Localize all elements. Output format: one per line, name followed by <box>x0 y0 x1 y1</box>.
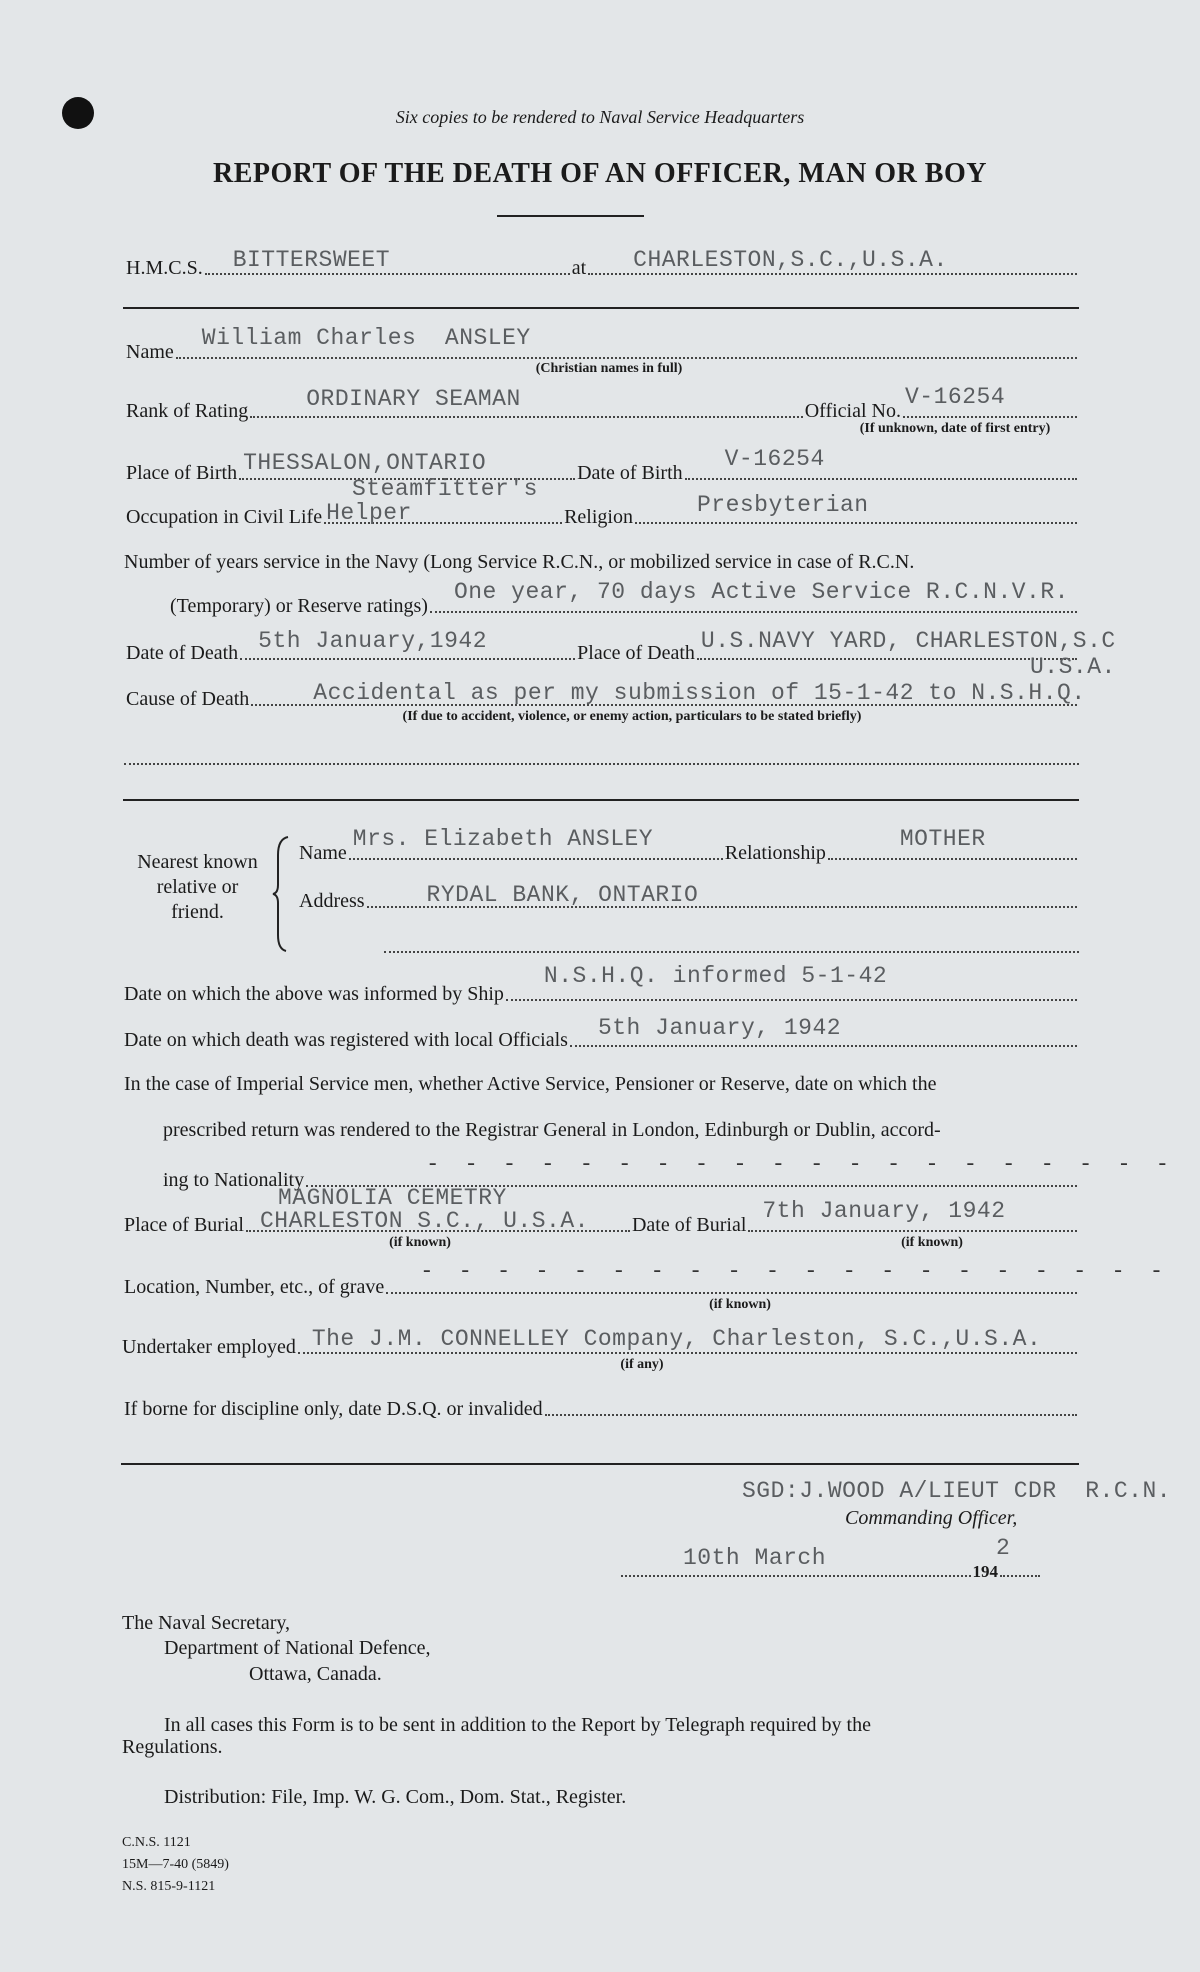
relationship-value: MOTHER <box>899 826 986 852</box>
birth-row <box>126 446 1079 485</box>
cause-of-death-label: Cause of Death <box>126 688 250 710</box>
name-label: Name <box>126 341 174 363</box>
address-extra-line[interactable] <box>384 951 1079 953</box>
place-of-death-label: Place of Death <box>577 642 695 664</box>
informed-label: Date on which the above was informed by Ship <box>124 983 504 1005</box>
date-of-birth-value: V-16254 <box>724 446 825 472</box>
religion-value: Presbyterian <box>696 492 869 518</box>
official-no-caption: (If unknown, date of first entry) <box>859 421 1051 436</box>
service-value: One year, 70 days Active Service R.C.N.V.R. <box>453 579 1069 605</box>
service-row <box>170 579 1079 618</box>
burial-place-field[interactable] <box>246 1208 630 1234</box>
registered-value: 5th January, 1942 <box>597 1015 842 1041</box>
name-field[interactable] <box>176 325 1077 359</box>
discipline-row <box>124 1391 1079 1421</box>
burial-date-label: Date of Burial <box>631 1214 747 1236</box>
signature-value: SGD:J.WOOD A/LIEUT CDR R.C.N. <box>742 1478 1172 1504</box>
rank-row <box>126 384 1079 423</box>
burial-place-value-line2: CHARLESTON S.C., U.S.A. <box>259 1208 589 1234</box>
cause-row <box>126 680 1086 711</box>
occupation-value-line1: Steamfitter's <box>352 476 538 502</box>
date-of-death-value: 5th January,1942 <box>258 628 488 654</box>
distribution-note: Distribution: File, Imp. W. G. Com., Dom. Stat., Register. <box>164 1786 627 1808</box>
relative-name-label: Name <box>299 842 347 864</box>
cause-of-death-field[interactable] <box>251 680 1086 706</box>
name-value: William Charles ANSLEY <box>201 325 531 351</box>
telegraph-note-line2: Regulations. <box>122 1736 223 1758</box>
occupation-row <box>126 492 1079 529</box>
burial-place-caption: (if known) <box>389 1235 451 1250</box>
relationship-field[interactable] <box>828 826 1077 860</box>
title-underline <box>497 215 644 217</box>
discipline-label: If borne for discipline only, date D.S.Q. or invalided <box>124 1398 543 1420</box>
address-value: RYDAL BANK, ONTARIO <box>426 882 699 908</box>
year-prefix: 194 <box>972 1562 998 1581</box>
relative-group-label-2: relative or <box>156 876 239 898</box>
grave-label: Location, Number, etc., of grave <box>124 1276 385 1298</box>
rank-field[interactable] <box>250 386 803 418</box>
place-of-death-field[interactable] <box>697 628 1116 660</box>
undertaker-caption: (if any) <box>620 1357 664 1372</box>
registered-row <box>124 1015 1079 1052</box>
undertaker-field[interactable] <box>298 1326 1077 1354</box>
date-of-birth-field[interactable] <box>685 446 1077 480</box>
imperial-line2: prescribed return was rendered to the Registrar General in London, Edinburgh or Dublin, accord- <box>163 1119 941 1141</box>
relative-group-label-3: friend. <box>171 901 224 923</box>
rank-value: ORDINARY SEAMAN <box>306 386 521 412</box>
place-of-death-value-line2: U.S.A. <box>1030 654 1116 680</box>
relationship-label: Relationship <box>724 842 826 864</box>
naval-secretary: The Naval Secretary, <box>122 1612 291 1634</box>
nationality-value: - - - - - - - - - - - - - - - - - - - - <box>426 1152 1175 1177</box>
relative-group-label <box>120 850 275 925</box>
grave-field[interactable] <box>386 1259 1170 1294</box>
signature-date-value: 10th March <box>683 1545 827 1571</box>
ship-label: H.M.C.S. <box>126 257 203 279</box>
commanding-officer-label: Commanding Officer, <box>845 1507 1018 1529</box>
service-label-line1: Number of years service in the Navy (Long Service R.C.N., or mobilized service in case of R.C.N. <box>124 551 915 573</box>
grave-value: - - - - - - - - - - - - - - - - - - - - <box>420 1259 1170 1284</box>
department: Department of National Defence, <box>164 1637 431 1659</box>
imperial-line3: ing to Nationality <box>163 1169 305 1191</box>
signature-date-field[interactable] <box>621 1545 971 1577</box>
relative-name-value: Mrs. Elizabeth ANSLEY <box>352 826 654 852</box>
official-no-field[interactable] <box>903 384 1077 418</box>
official-no-label: Official No. <box>804 400 901 422</box>
page-title: REPORT OF THE DEATH OF AN OFFICER, MAN OR BOY <box>213 158 987 189</box>
occupation-label: Occupation in Civil Life <box>126 506 323 528</box>
occupation-field[interactable] <box>324 500 562 526</box>
brace <box>272 835 292 953</box>
occupation-value-line2: Helper <box>326 500 412 526</box>
location-field[interactable] <box>588 247 1077 275</box>
ship-field[interactable] <box>205 247 570 275</box>
burial-date-caption: (if known) <box>901 1235 963 1250</box>
name-row <box>126 325 1079 364</box>
undertaker-value: The J.M. CONNELLEY Company, Charleston, S.C.,U.S.A. <box>311 1326 1042 1352</box>
cause-extra-line[interactable] <box>124 763 1079 765</box>
at-label: at <box>571 257 587 279</box>
place-of-death-value: U.S.NAVY YARD, CHARLESTON,S.C <box>700 628 1116 654</box>
imperial-line1: In the case of Imperial Service men, whether Active Service, Pensioner or Reserve, date on which the <box>124 1073 937 1095</box>
service-field[interactable] <box>430 579 1077 613</box>
ship-row <box>126 247 1079 280</box>
relative-name-field[interactable] <box>349 826 723 860</box>
informed-value: N.S.H.Q. informed 5-1-42 <box>543 963 888 989</box>
official-no-value: V-16254 <box>905 384 1006 410</box>
cause-of-death-value: Accidental as per my submission of 15-1-42 to N.S.H.Q. <box>313 680 1086 706</box>
city: Ottawa, Canada. <box>249 1663 382 1685</box>
address-label: Address <box>299 890 365 912</box>
informed-row <box>124 963 1079 1006</box>
ship-value: BITTERSWEET <box>232 247 391 273</box>
divider <box>121 1463 1079 1465</box>
rank-label: Rank of Rating <box>126 400 249 422</box>
registered-field[interactable] <box>570 1015 1077 1047</box>
year-field[interactable] <box>996 1535 1040 1577</box>
name-caption: (Christian names in full) <box>535 361 683 376</box>
grave-row <box>124 1259 1170 1299</box>
address-field[interactable] <box>367 882 1077 908</box>
service-label-line2: (Temporary) or Reserve ratings) <box>170 595 428 617</box>
date-of-birth-label: Date of Birth <box>577 462 683 484</box>
form-codes <box>122 1832 229 1898</box>
copies-note: Six copies to be rendered to Naval Service Headquarters <box>395 107 805 127</box>
death-row <box>126 628 1116 665</box>
registered-label: Date on which death was registered with local Officials <box>124 1029 568 1051</box>
telegraph-note-line1: In all cases this Form is to be sent in addition to the Report by Telegraph required by the <box>164 1714 871 1736</box>
burial-place-value-line1: MAGNOLIA CEMETRY <box>278 1185 507 1211</box>
burial-date-field[interactable] <box>748 1198 1077 1232</box>
form-code-2: 15M—7-40 (5849) <box>122 1857 229 1872</box>
form-code-3: N.S. 815-9-1121 <box>122 1879 216 1894</box>
grave-caption: (if known) <box>709 1297 771 1312</box>
relative-group-label-1: Nearest known <box>137 851 258 873</box>
form-code-1: C.N.S. 1121 <box>122 1835 191 1850</box>
date-of-death-label: Date of Death <box>126 642 239 664</box>
location-value: CHARLESTON,S.C.,U.S.A. <box>633 247 948 273</box>
relative-name-row <box>299 826 1079 865</box>
place-of-birth-value: THESSALON,ONTARIO <box>243 450 487 476</box>
religion-label: Religion <box>564 506 633 528</box>
divider <box>123 307 1079 309</box>
burial-place-label: Place of Burial <box>124 1214 244 1236</box>
relative-address-row <box>299 883 1079 913</box>
religion-field[interactable] <box>635 492 1077 524</box>
year-suffix-value: 2 <box>996 1535 1011 1561</box>
informed-field[interactable] <box>506 963 1077 1001</box>
undertaker-row <box>122 1326 1079 1359</box>
place-of-birth-label: Place of Birth <box>126 462 238 484</box>
signature-date-row <box>619 1535 1042 1582</box>
cause-caption: (If due to accident, violence, or enemy action, particulars to be stated briefly) <box>402 709 862 724</box>
discipline-field[interactable] <box>545 1410 1077 1416</box>
divider <box>123 799 1079 801</box>
undertaker-label: Undertaker employed <box>122 1336 296 1358</box>
date-of-death-field[interactable] <box>240 628 575 660</box>
burial-date-value: 7th January, 1942 <box>762 1198 1006 1224</box>
